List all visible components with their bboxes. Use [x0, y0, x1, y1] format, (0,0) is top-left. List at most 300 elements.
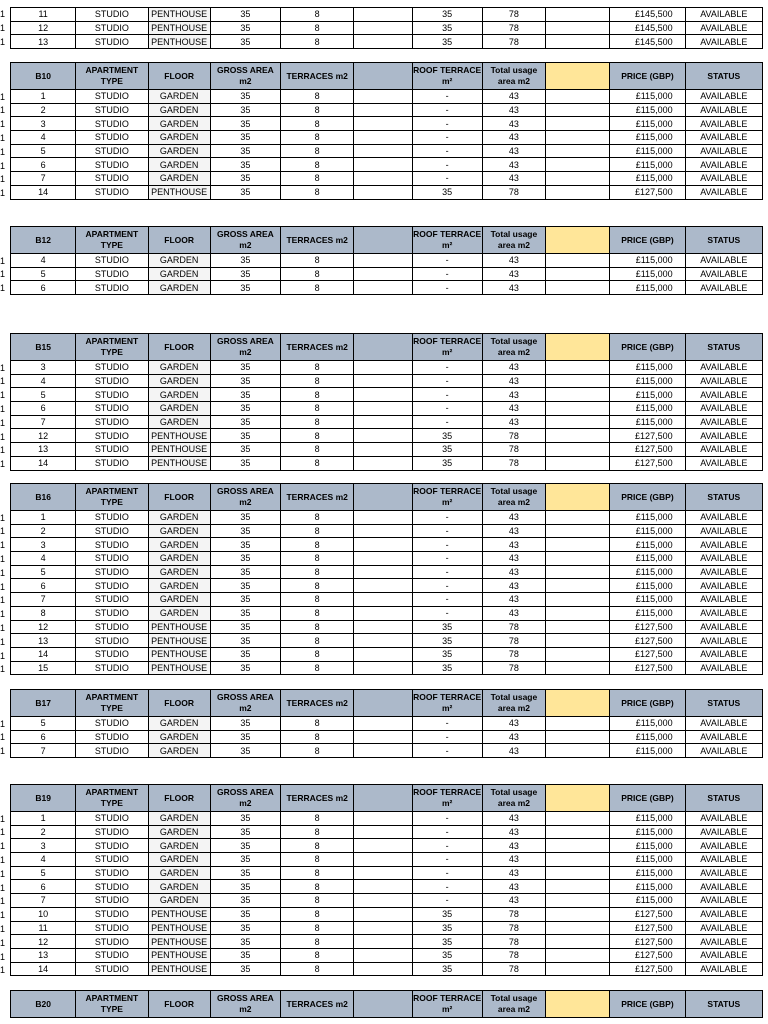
cell-price: £127,500: [610, 634, 685, 648]
cell-blank: [354, 21, 412, 35]
cell-gross-area: 35: [210, 117, 280, 131]
cell-apartment-type: STUDIO: [76, 620, 148, 634]
cell-highlight: [546, 812, 610, 826]
cell-blank: [354, 579, 412, 593]
table-row: [11, 415, 763, 429]
cell-roof-terrace: 35: [412, 35, 482, 49]
cell-status: AVAILABLE: [685, 402, 762, 416]
cell-apartment-type: STUDIO: [76, 921, 148, 935]
table-row: [11, 511, 763, 525]
cell-status: AVAILABLE: [685, 21, 762, 35]
cell-status: AVAILABLE: [685, 117, 762, 131]
cell-terraces: 8: [281, 131, 354, 145]
cell-blank: [354, 158, 412, 172]
cell-status: AVAILABLE: [685, 443, 762, 457]
row-marker: 1: [0, 119, 6, 130]
cell-blank: [354, 429, 412, 443]
cell-floor: GARDEN: [148, 552, 210, 566]
cell-status: AVAILABLE: [685, 935, 762, 949]
cell-terraces: 8: [281, 429, 354, 443]
cell-status: AVAILABLE: [685, 172, 762, 186]
cell-highlight: [546, 185, 610, 199]
cell-apartment-type: STUDIO: [76, 374, 148, 388]
cell-floor: PENTHOUSE: [148, 634, 210, 648]
cell-unit: 6: [11, 158, 76, 172]
cell-gross-area: 35: [210, 812, 280, 826]
cell-gross-area: 35: [210, 8, 280, 22]
cell-terraces: 8: [281, 812, 354, 826]
header-terraces: TERRACES m2: [281, 991, 354, 1018]
table-row: [11, 948, 763, 962]
cell-gross-area: 35: [210, 839, 280, 853]
row-marker: 1: [0, 9, 6, 19]
cell-apartment-type: STUDIO: [76, 185, 148, 199]
cell-status: AVAILABLE: [685, 948, 762, 962]
cell-roof-terrace: 35: [412, 634, 482, 648]
block-b15: [10, 333, 763, 471]
header-row: [11, 227, 763, 254]
cell-terraces: 8: [281, 117, 354, 131]
cell-floor: GARDEN: [148, 579, 210, 593]
row-marker: 1: [0, 540, 6, 551]
cell-roof-terrace: 35: [412, 948, 482, 962]
cell-roof-terrace: -: [412, 880, 482, 894]
cell-roof-terrace: -: [412, 825, 482, 839]
cell-floor: GARDEN: [148, 606, 210, 620]
cell-blank: [354, 35, 412, 49]
table-row: [11, 634, 763, 648]
block-continued: [10, 7, 763, 49]
header-total-usage: Total usage area m2: [482, 334, 545, 361]
header-total-usage: Total usage area m2: [482, 63, 545, 90]
table-row: [11, 267, 763, 281]
cell-gross-area: 35: [210, 267, 280, 281]
cell-price: £115,000: [610, 144, 685, 158]
cell-highlight: [546, 825, 610, 839]
cell-terraces: 8: [281, 254, 354, 268]
cell-terraces: 8: [281, 185, 354, 199]
cell-floor: GARDEN: [148, 402, 210, 416]
cell-terraces: 8: [281, 744, 354, 758]
cell-price: £115,000: [610, 374, 685, 388]
header-roof-terrace: ROOF TERRACE m²: [412, 227, 482, 254]
cell-highlight: [546, 524, 610, 538]
cell-floor: PENTHOUSE: [148, 456, 210, 470]
cell-blank: [354, 361, 412, 375]
cell-terraces: 8: [281, 21, 354, 35]
cell-highlight: [546, 361, 610, 375]
cell-apartment-type: STUDIO: [76, 962, 148, 976]
cell-blank: [354, 620, 412, 634]
cell-gross-area: 35: [210, 565, 280, 579]
header-floor: FLOOR: [148, 227, 210, 254]
cell-terraces: 8: [281, 935, 354, 949]
row-marker: 1: [0, 512, 6, 523]
cell-highlight: [546, 866, 610, 880]
cell-terraces: 8: [281, 579, 354, 593]
cell-gross-area: 35: [210, 144, 280, 158]
header-gross-area: GROSS AREA m2: [210, 63, 280, 90]
row-marker: 1: [0, 269, 6, 280]
cell-unit: 4: [11, 552, 76, 566]
table-row: [11, 717, 763, 731]
cell-blank: [354, 730, 412, 744]
cell-terraces: 8: [281, 388, 354, 402]
cell-floor: GARDEN: [148, 144, 210, 158]
table-row: [11, 538, 763, 552]
cell-apartment-type: STUDIO: [76, 415, 148, 429]
unit-table: [10, 7, 763, 49]
cell-roof-terrace: 35: [412, 620, 482, 634]
cell-price: £115,000: [610, 267, 685, 281]
header-terraces: TERRACES m2: [281, 690, 354, 717]
cell-terraces: 8: [281, 606, 354, 620]
cell-price: £115,000: [610, 565, 685, 579]
cell-gross-area: 35: [210, 921, 280, 935]
cell-unit: 7: [11, 415, 76, 429]
cell-roof-terrace: -: [412, 552, 482, 566]
table-row: [11, 880, 763, 894]
row-marker: 1: [0, 105, 6, 116]
cell-gross-area: 35: [210, 894, 280, 908]
cell-terraces: 8: [281, 620, 354, 634]
cell-price: £115,000: [610, 880, 685, 894]
cell-highlight: [546, 948, 610, 962]
row-marker: 1: [0, 22, 6, 33]
table-row: [11, 429, 763, 443]
cell-total-usage: 78: [482, 185, 545, 199]
header-floor: FLOOR: [148, 991, 210, 1018]
cell-status: AVAILABLE: [685, 921, 762, 935]
cell-apartment-type: STUDIO: [76, 402, 148, 416]
table-row: [11, 620, 763, 634]
header-highlight: [546, 785, 610, 812]
cell-gross-area: 35: [210, 825, 280, 839]
unit-table: [10, 333, 763, 471]
cell-roof-terrace: -: [412, 744, 482, 758]
cell-blank: [354, 185, 412, 199]
cell-price: £115,000: [610, 361, 685, 375]
cell-floor: GARDEN: [148, 511, 210, 525]
cell-apartment-type: STUDIO: [76, 565, 148, 579]
cell-blank: [354, 90, 412, 104]
cell-apartment-type: STUDIO: [76, 21, 148, 35]
cell-total-usage: 43: [482, 579, 545, 593]
header-roof-terrace: ROOF TERRACE m²: [412, 690, 482, 717]
cell-apartment-type: STUDIO: [76, 661, 148, 675]
cell-total-usage: 43: [482, 565, 545, 579]
cell-total-usage: 43: [482, 144, 545, 158]
cell-terraces: 8: [281, 443, 354, 457]
cell-unit: 11: [11, 8, 76, 22]
cell-unit: 4: [11, 374, 76, 388]
cell-status: AVAILABLE: [685, 962, 762, 976]
row-marker: 1: [0, 595, 6, 606]
cell-highlight: [546, 907, 610, 921]
row-marker: 1: [0, 362, 6, 373]
table-row: [11, 185, 763, 199]
cell-blank: [354, 117, 412, 131]
table-row: [11, 839, 763, 853]
cell-terraces: 8: [281, 647, 354, 661]
cell-gross-area: 35: [210, 962, 280, 976]
cell-status: AVAILABLE: [685, 579, 762, 593]
cell-roof-terrace: -: [412, 415, 482, 429]
cell-blank: [354, 948, 412, 962]
cell-price: £115,000: [610, 717, 685, 731]
header-status: STATUS: [685, 690, 762, 717]
cell-status: AVAILABLE: [685, 839, 762, 853]
cell-unit: 14: [11, 456, 76, 470]
block-b19: [10, 784, 763, 976]
cell-total-usage: 78: [482, 907, 545, 921]
cell-unit: 13: [11, 443, 76, 457]
header-terraces: TERRACES m2: [281, 334, 354, 361]
cell-status: AVAILABLE: [685, 620, 762, 634]
cell-gross-area: 35: [210, 35, 280, 49]
cell-status: AVAILABLE: [685, 744, 762, 758]
cell-terraces: 8: [281, 839, 354, 853]
cell-status: AVAILABLE: [685, 267, 762, 281]
header-apartment-type: APARTMENT TYPE: [76, 785, 148, 812]
cell-price: £127,500: [610, 456, 685, 470]
cell-floor: GARDEN: [148, 839, 210, 853]
header-roof-terrace: ROOF TERRACE m²: [412, 991, 482, 1018]
cell-unit: 14: [11, 962, 76, 976]
cell-unit: 4: [11, 853, 76, 867]
cell-unit: 12: [11, 935, 76, 949]
cell-unit: 5: [11, 267, 76, 281]
cell-floor: GARDEN: [148, 538, 210, 552]
cell-highlight: [546, 443, 610, 457]
cell-total-usage: 43: [482, 853, 545, 867]
cell-floor: PENTHOUSE: [148, 935, 210, 949]
cell-total-usage: 43: [482, 172, 545, 186]
cell-unit: 13: [11, 35, 76, 49]
cell-total-usage: 43: [482, 415, 545, 429]
cell-gross-area: 35: [210, 456, 280, 470]
cell-terraces: 8: [281, 593, 354, 607]
cell-status: AVAILABLE: [685, 144, 762, 158]
cell-price: £127,500: [610, 921, 685, 935]
header-highlight: [546, 227, 610, 254]
cell-price: £115,000: [610, 812, 685, 826]
cell-gross-area: 35: [210, 661, 280, 675]
cell-roof-terrace: -: [412, 374, 482, 388]
cell-total-usage: 78: [482, 456, 545, 470]
row-marker: 1: [0, 132, 6, 143]
cell-floor: PENTHOUSE: [148, 948, 210, 962]
cell-blank: [354, 402, 412, 416]
row-marker: 1: [0, 937, 6, 948]
cell-highlight: [546, 158, 610, 172]
cell-unit: 14: [11, 647, 76, 661]
cell-total-usage: 78: [482, 921, 545, 935]
cell-roof-terrace: -: [412, 267, 482, 281]
cell-unit: 7: [11, 172, 76, 186]
header-roof-terrace: ROOF TERRACE m²: [412, 785, 482, 812]
block-b12: [10, 226, 763, 295]
cell-blank: [354, 144, 412, 158]
cell-apartment-type: STUDIO: [76, 117, 148, 131]
cell-gross-area: 35: [210, 172, 280, 186]
cell-price: £115,000: [610, 172, 685, 186]
cell-unit: 7: [11, 593, 76, 607]
cell-apartment-type: STUDIO: [76, 606, 148, 620]
header-row: [11, 991, 763, 1018]
row-marker: 1: [0, 160, 6, 171]
cell-roof-terrace: -: [412, 511, 482, 525]
cell-total-usage: 43: [482, 812, 545, 826]
cell-status: AVAILABLE: [685, 606, 762, 620]
cell-floor: GARDEN: [148, 388, 210, 402]
cell-total-usage: 78: [482, 429, 545, 443]
cell-highlight: [546, 8, 610, 22]
cell-roof-terrace: -: [412, 117, 482, 131]
cell-gross-area: 35: [210, 606, 280, 620]
cell-floor: PENTHOUSE: [148, 8, 210, 22]
cell-price: £115,000: [610, 415, 685, 429]
row-marker: 1: [0, 951, 6, 962]
cell-highlight: [546, 35, 610, 49]
header-blank: [354, 690, 412, 717]
cell-unit: 14: [11, 185, 76, 199]
cell-gross-area: 35: [210, 90, 280, 104]
row-marker: 1: [0, 923, 6, 934]
cell-status: AVAILABLE: [685, 524, 762, 538]
cell-terraces: 8: [281, 894, 354, 908]
cell-terraces: 8: [281, 538, 354, 552]
header-apartment-type: APARTMENT TYPE: [76, 334, 148, 361]
cell-apartment-type: STUDIO: [76, 866, 148, 880]
cell-highlight: [546, 921, 610, 935]
cell-floor: GARDEN: [148, 172, 210, 186]
cell-roof-terrace: 35: [412, 962, 482, 976]
cell-roof-terrace: 35: [412, 185, 482, 199]
table-row: [11, 388, 763, 402]
cell-highlight: [546, 117, 610, 131]
cell-status: AVAILABLE: [685, 281, 762, 295]
cell-highlight: [546, 647, 610, 661]
table-row: [11, 254, 763, 268]
cell-roof-terrace: 35: [412, 456, 482, 470]
cell-blank: [354, 415, 412, 429]
cell-apartment-type: STUDIO: [76, 744, 148, 758]
cell-terraces: 8: [281, 35, 354, 49]
cell-total-usage: 43: [482, 825, 545, 839]
cell-gross-area: 35: [210, 429, 280, 443]
table-row: [11, 552, 763, 566]
header-status: STATUS: [685, 334, 762, 361]
cell-terraces: 8: [281, 552, 354, 566]
cell-roof-terrace: 35: [412, 935, 482, 949]
header-gross-area: GROSS AREA m2: [210, 785, 280, 812]
cell-gross-area: 35: [210, 744, 280, 758]
cell-unit: 1: [11, 90, 76, 104]
cell-total-usage: 43: [482, 158, 545, 172]
header-total-usage: Total usage area m2: [482, 991, 545, 1018]
cell-apartment-type: STUDIO: [76, 388, 148, 402]
cell-blank: [354, 812, 412, 826]
block-b10: [10, 62, 763, 200]
cell-highlight: [546, 552, 610, 566]
cell-highlight: [546, 620, 610, 634]
cell-roof-terrace: -: [412, 812, 482, 826]
table-row: [11, 825, 763, 839]
header-floor: FLOOR: [148, 785, 210, 812]
header-floor: FLOOR: [148, 334, 210, 361]
cell-total-usage: 43: [482, 254, 545, 268]
table-row: [11, 935, 763, 949]
cell-terraces: 8: [281, 853, 354, 867]
header-blank: [354, 227, 412, 254]
header-status: STATUS: [685, 63, 762, 90]
cell-unit: 1: [11, 812, 76, 826]
cell-gross-area: 35: [210, 131, 280, 145]
cell-total-usage: 78: [482, 35, 545, 49]
cell-status: AVAILABLE: [685, 131, 762, 145]
row-marker: 1: [0, 718, 6, 729]
unit-table: [10, 62, 763, 200]
row-marker: 1: [0, 664, 6, 675]
cell-terraces: 8: [281, 730, 354, 744]
unit-table: [10, 226, 763, 295]
table-row: [11, 565, 763, 579]
cell-total-usage: 43: [482, 593, 545, 607]
cell-floor: GARDEN: [148, 267, 210, 281]
cell-floor: GARDEN: [148, 812, 210, 826]
header-apartment-type: APARTMENT TYPE: [76, 63, 148, 90]
header-gross-area: GROSS AREA m2: [210, 484, 280, 511]
unit-table: [10, 689, 763, 758]
cell-apartment-type: STUDIO: [76, 880, 148, 894]
cell-total-usage: 43: [482, 388, 545, 402]
cell-unit: 7: [11, 744, 76, 758]
header-price: PRICE (GBP): [610, 63, 685, 90]
cell-highlight: [546, 267, 610, 281]
block-name: B12: [11, 227, 76, 254]
cell-apartment-type: STUDIO: [76, 935, 148, 949]
table-row: [11, 812, 763, 826]
cell-apartment-type: STUDIO: [76, 254, 148, 268]
cell-roof-terrace: -: [412, 90, 482, 104]
cell-unit: 13: [11, 948, 76, 962]
header-total-usage: Total usage area m2: [482, 484, 545, 511]
cell-blank: [354, 456, 412, 470]
cell-total-usage: 78: [482, 647, 545, 661]
table-row: [11, 730, 763, 744]
cell-apartment-type: STUDIO: [76, 429, 148, 443]
cell-roof-terrace: -: [412, 730, 482, 744]
cell-apartment-type: STUDIO: [76, 825, 148, 839]
cell-gross-area: 35: [210, 254, 280, 268]
cell-price: £145,500: [610, 35, 685, 49]
cell-price: £115,000: [610, 117, 685, 131]
row-marker: 1: [0, 732, 6, 743]
table-row: [11, 661, 763, 675]
cell-gross-area: 35: [210, 552, 280, 566]
cell-status: AVAILABLE: [685, 730, 762, 744]
cell-floor: PENTHOUSE: [148, 185, 210, 199]
cell-total-usage: 78: [482, 443, 545, 457]
cell-status: AVAILABLE: [685, 511, 762, 525]
cell-price: £127,500: [610, 647, 685, 661]
cell-blank: [354, 717, 412, 731]
cell-terraces: 8: [281, 921, 354, 935]
cell-unit: 3: [11, 538, 76, 552]
cell-total-usage: 78: [482, 8, 545, 22]
cell-highlight: [546, 511, 610, 525]
